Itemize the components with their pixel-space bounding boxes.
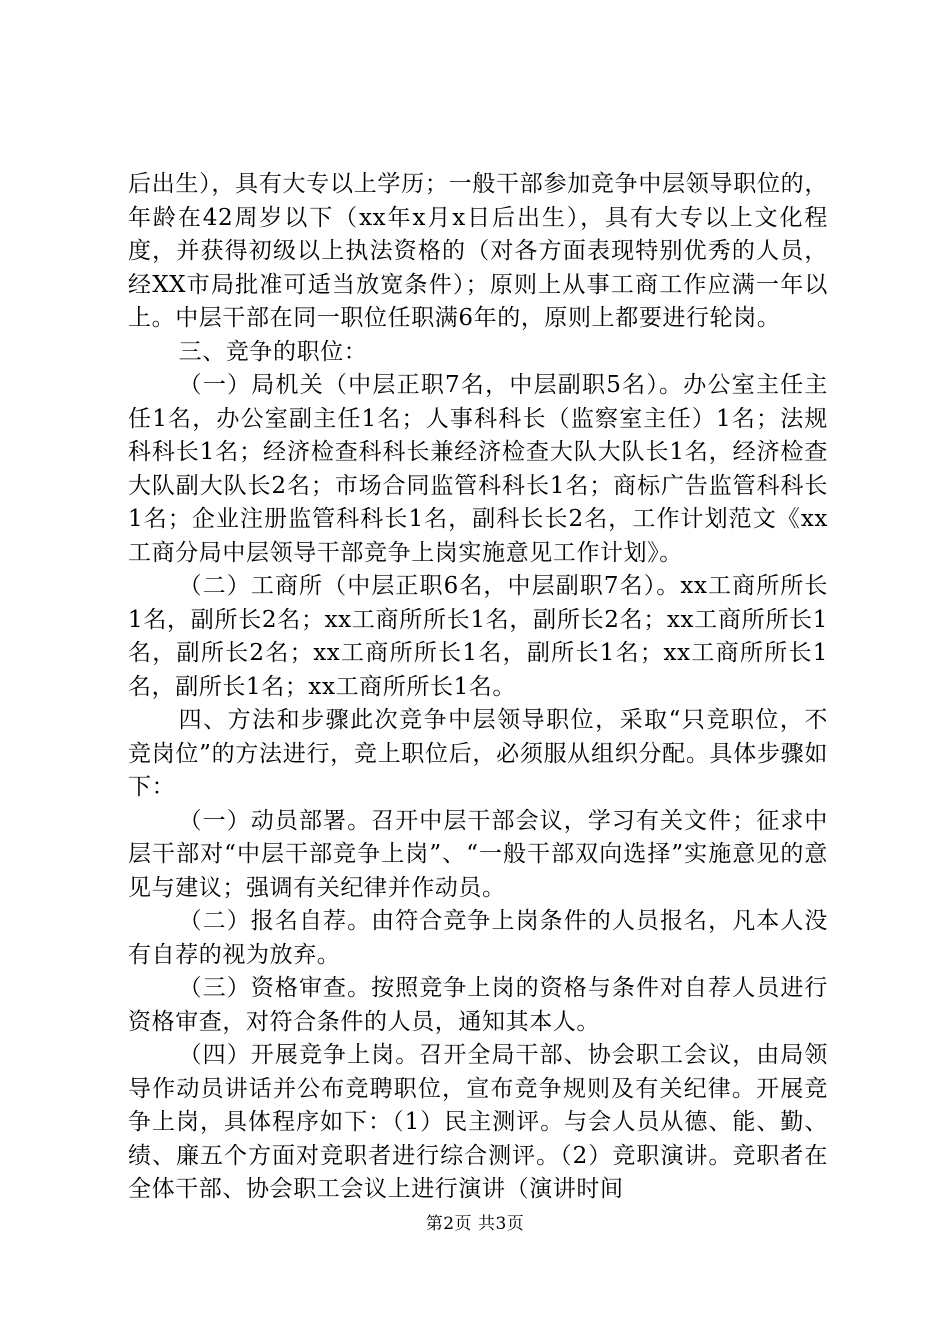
paragraph-step-mobilize: （一）动员部署。召开中层干部会议，学习有关文件；征求中层干部对“中层干部竞争上岗”、“一般干部双向选择”实施意见的意见与建议；强调有关纪律并作动员。	[128, 807, 828, 901]
paragraph-station-positions: （二）工商所（中层正职6名，中层副职7名）。xx工商所所长1名，副所长2名；xx工商所所长1名，副所长2名；xx工商所所长1名，副所长2名；xx工商所所长1名，副所长1名；xx工商所所长1名，副所长1名；xx工商所所长1名。	[128, 573, 828, 700]
document-body	[128, 168, 828, 1207]
heading-positions: 三、竞争的职位：	[178, 338, 368, 365]
paragraph-methods: 四、方法和步骤此次竞争中层领导职位，采取“只竞职位，不竞岗位”的方法进行，竞上职位后，必须服从组织分配。具体步骤如下：	[128, 707, 828, 800]
paragraph-step-compete: （四）开展竞争上岗。召开全局干部、协会职工会议，由局领导作动员讲话并公布竞聘职位，宣布竞争规则及有关纪律。开展竞争上岗，具体程序如下：（1）民主测评。与会人员从德、能、勤、绩、廉五个方面对竞职者进行综合测评。（2）竞职演讲。竞职者在全体干部、协会职工会议上进行演讲（演讲时间	[128, 1042, 828, 1202]
page-number-footer: 第2页 共3页	[425, 1214, 525, 1234]
paragraph-bureau-positions: （一）局机关（中层正职7名，中层副职5名）。办公室主任主任1名，办公室副主任1名；人事科科长（监察室主任）1名；法规科科长1名；经济检查科科长兼经济检查大队大队长1名，经济检查大队副大队长2名；市场合同监管科科长1名；商标广告监管科科长1名；企业注册监管科科长1名，副科长长2名，工作计划范文《xx工商分局中层领导干部竞争上岗实施意见工作计划》。	[128, 372, 828, 566]
paragraph-step-register: （二）报名自荐。由符合竞争上岗条件的人员报名，凡本人没有自荐的视为放弃。	[128, 908, 828, 968]
paragraph-step-review: （三）资格审查。按照竞争上岗的资格与条件对自荐人员进行资格审查，对符合条件的人员，通知其本人。	[128, 975, 828, 1035]
paragraph-eligibility: 后出生），具有大专以上学历；一般干部参加竞争中层领导职位的，年龄在42周岁以下（xx年x月x日后出生），具有大专以上文化程度，并获得初级以上执法资格的（对各方面表现特别优秀的人员，经XX市局批准可适当放宽条件）；原则上从事工商工作应满一年以上。中层干部在同一职位任职满6年的，原则上都要进行轮岗。	[128, 171, 828, 331]
